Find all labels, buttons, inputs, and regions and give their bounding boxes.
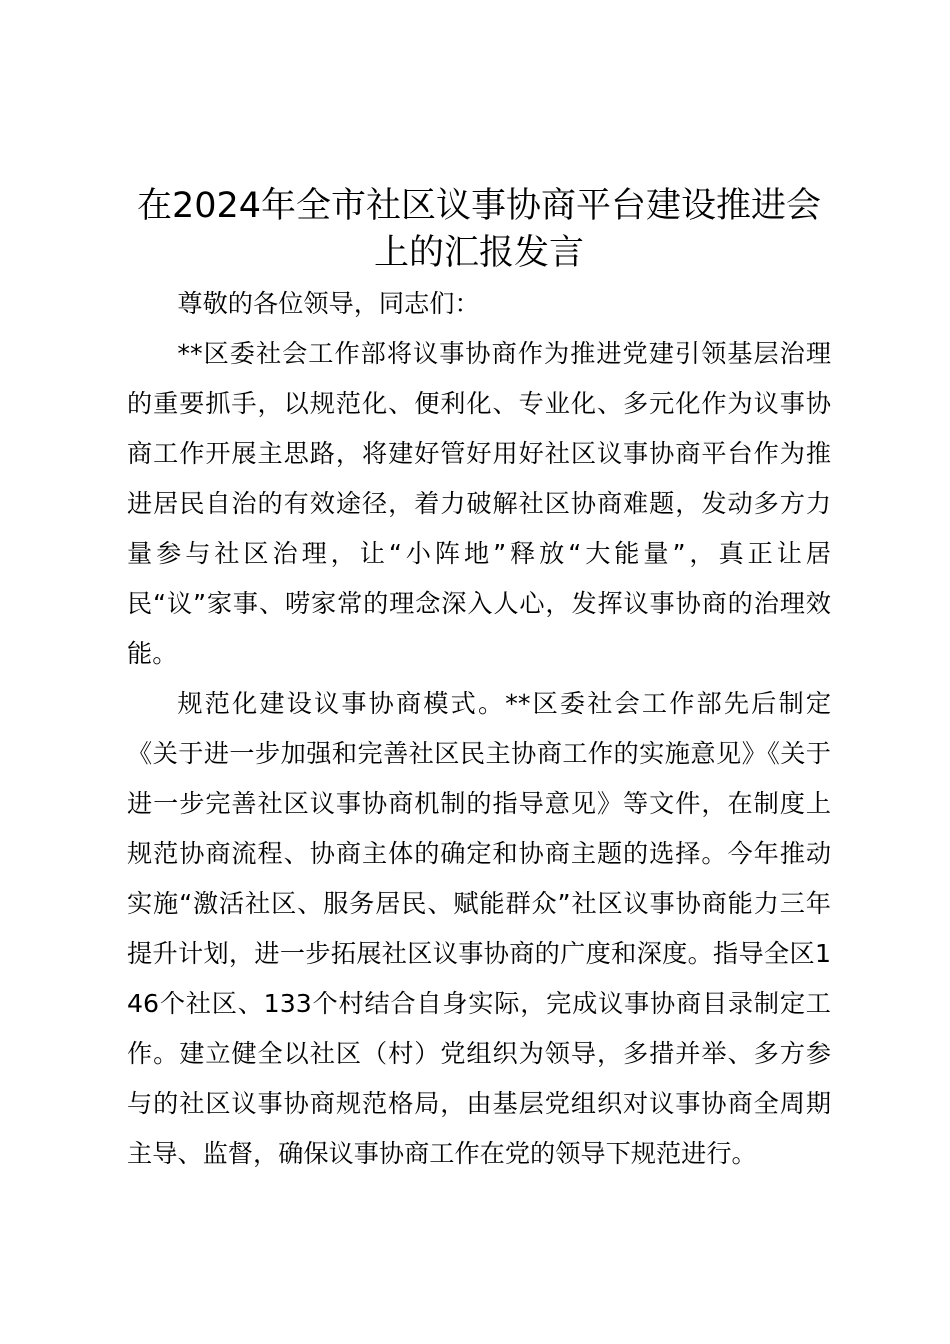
document-title: 在2024年全市社区议事协商平台建设推进会上的汇报发言 [136, 186, 822, 273]
paragraph-standardization: 规范化建设议事协商模式。**区委社会工作部先后制定《关于进一步加强和完善社区民主协商工作的实施意见》《关于进一步完善社区议事协商机制的指导意见》等文件，在制度上规范协商流程、协商主体的确定和协商主题的选择。今年推动实施“激活社区、服务居民、赋能群众”社区议事协商能力三年提升计划，进一步拓展社区议事协商的广度和深度。指导全区146个社区、133个村结合自身实际，完成议事协商目录制定工作。建立健全以社区（村）党组织为领导，多措并举、多方参与的社区议事协商规范格局，由基层党组织对议事协商全周期主导、监督，确保议事协商工作在党的领导下规范进行。 [127, 689, 831, 1168]
salutation: 尊敬的各位领导，同志们： [177, 289, 480, 318]
paragraph-intro: **区委社会工作部将议事协商作为推进党建引领基层治理的重要抓手，以规范化、便利化、专业化、多元化作为议事协商工作开展主思路，将建好管好用好社区议事协商平台作为推进居民自治的有效途径，着力破解社区协商难题，发动多方力量参与社区治理，让“小阵地”释放“大能量”，真正让居民“议”家事、唠家常的理念深入人心，发挥议事协商的治理效能。 [127, 339, 831, 668]
document-body [127, 183, 831, 1179]
